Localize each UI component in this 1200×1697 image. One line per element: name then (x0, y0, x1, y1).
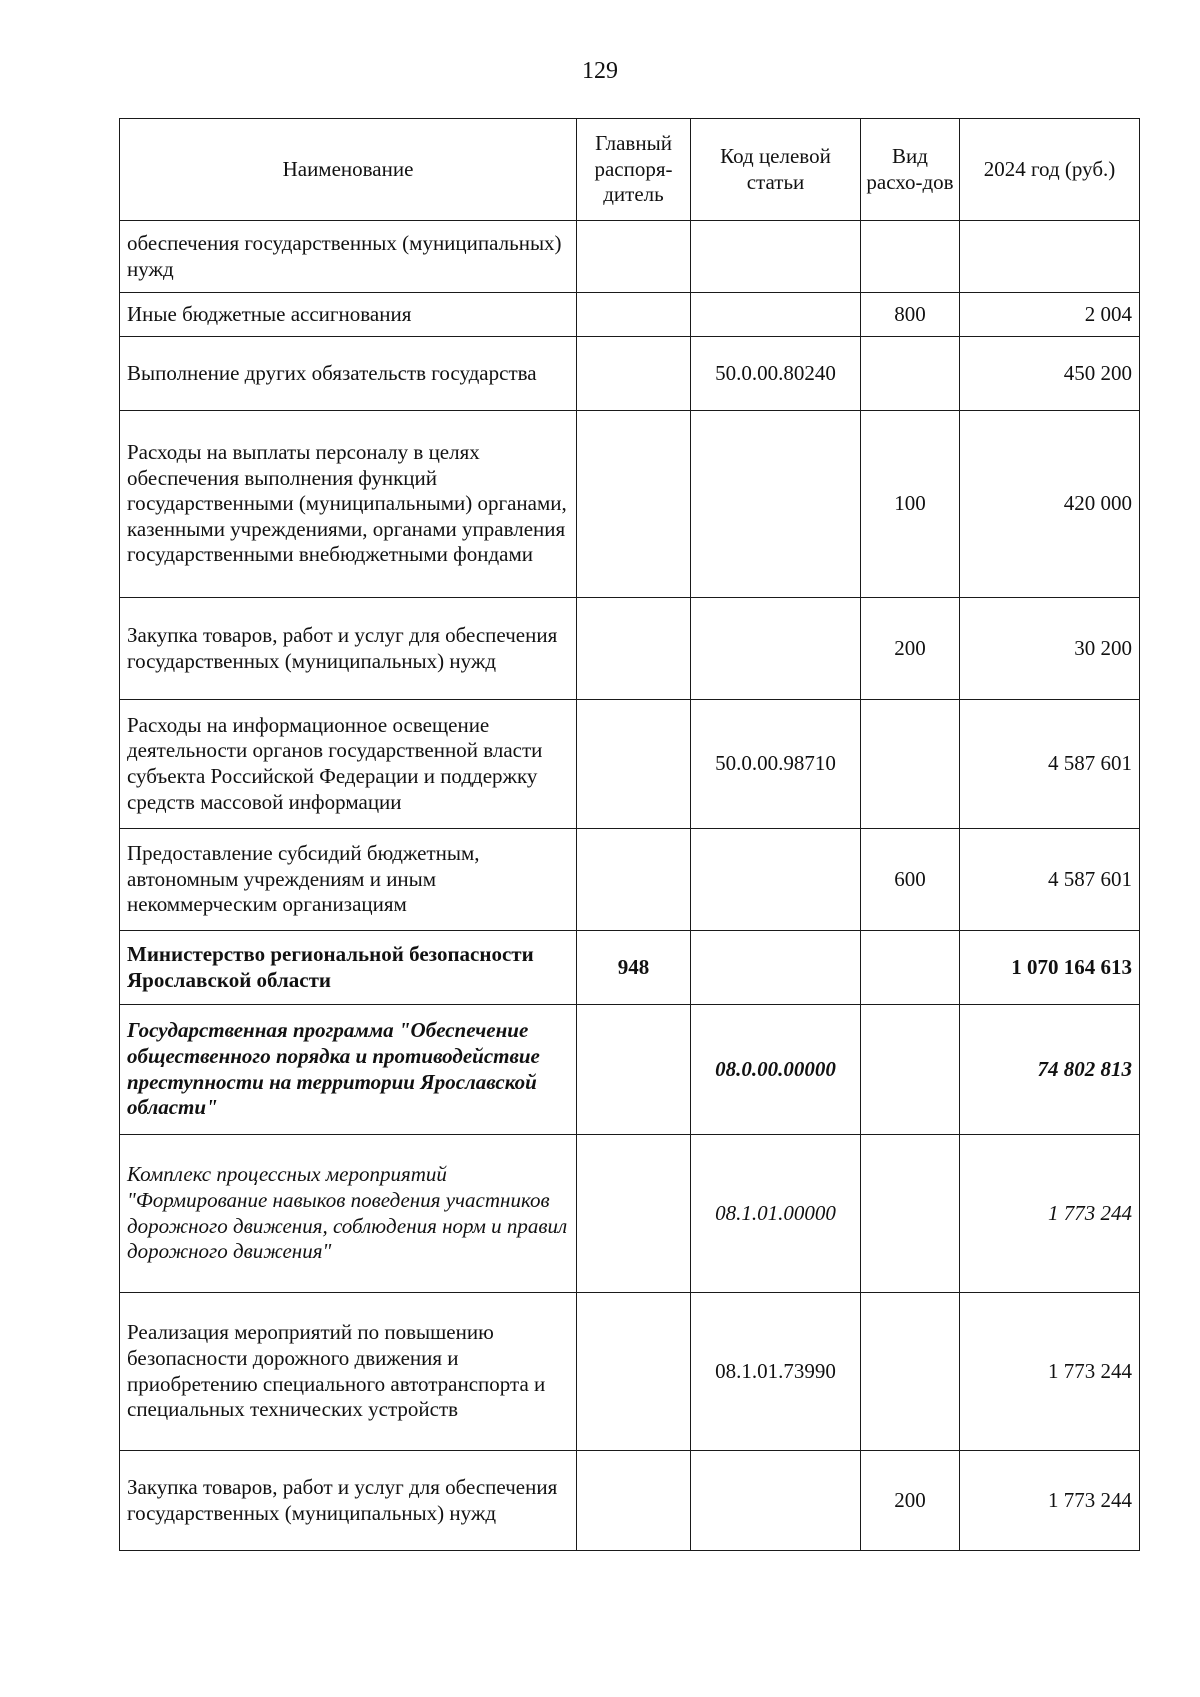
row-name: Закупка товаров, работ и услуг для обеспечения государственных (муниципальных) нужд (120, 598, 577, 700)
row-name: Министерство региональной безопасности Ярославской области (120, 931, 577, 1005)
row-name: Закупка товаров, работ и услуг для обеспечения государственных (муниципальных) нужд (120, 1451, 577, 1551)
row-admin (577, 1005, 691, 1135)
row-kind: 800 (861, 293, 960, 337)
row-amount: 4 587 601 (960, 829, 1140, 931)
header-name: Наименование (120, 119, 577, 221)
row-amount: 1 773 244 (960, 1293, 1140, 1451)
row-name: Государственная программа "Обеспечение общественного порядка и противодействие преступности на территории Ярославской области" (120, 1005, 577, 1135)
row-amount: 1 070 164 613 (960, 931, 1140, 1005)
row-amount: 450 200 (960, 337, 1140, 411)
table-header-row (120, 119, 1140, 221)
row-kind: 200 (861, 1451, 960, 1551)
header-target-code: Код целевой статьи (691, 119, 861, 221)
row-name: Реализация мероприятий по повышению безопасности дорожного движения и приобретению специального автотранспорта и специальных технических устройств (120, 1293, 577, 1451)
row-admin (577, 1135, 691, 1293)
row-kind (861, 1135, 960, 1293)
row-amount (960, 221, 1140, 293)
row-admin (577, 337, 691, 411)
row-amount: 2 004 (960, 293, 1140, 337)
row-kind (861, 700, 960, 829)
page-number: 129 (582, 58, 618, 84)
row-kind (861, 1293, 960, 1451)
row-admin (577, 221, 691, 293)
row-code: 50.0.00.80240 (691, 337, 861, 411)
row-admin (577, 700, 691, 829)
table-row (120, 293, 1140, 337)
row-name: Расходы на информационное освещение деятельности органов государственной власти субъекта Российской Федерации и поддержку средств массовой информации (120, 700, 577, 829)
header-amount-2024: 2024 год (руб.) (960, 119, 1140, 221)
row-admin: 948 (577, 931, 691, 1005)
row-code (691, 1451, 861, 1551)
row-admin (577, 598, 691, 700)
row-admin (577, 293, 691, 337)
row-code (691, 411, 861, 598)
row-code: 08.0.00.00000 (691, 1005, 861, 1135)
row-admin (577, 829, 691, 931)
row-name: Комплекс процессных мероприятий "Формирование навыков поведения участников дорожного движения, соблюдения норм и правил дорожного движения" (120, 1135, 577, 1293)
row-admin (577, 1293, 691, 1451)
row-name: Предоставление субсидий бюджетным, автономным учреждениям и иным некоммерческим организациям (120, 829, 577, 931)
row-amount: 420 000 (960, 411, 1140, 598)
row-name: обеспечения государственных (муниципальных) нужд (120, 221, 577, 293)
row-code (691, 829, 861, 931)
row-name: Расходы на выплаты персоналу в целях обеспечения выполнения функций государственными (муниципальными) органами, казенными учреждениями, органами управления государственными внебюджетными фондами (120, 411, 577, 598)
row-amount: 1 773 244 (960, 1451, 1140, 1551)
table-row-complex (120, 1135, 1140, 1293)
header-chief-administrator: Главный распоря-дитель (577, 119, 691, 221)
row-code: 08.1.01.00000 (691, 1135, 861, 1293)
row-amount: 74 802 813 (960, 1005, 1140, 1135)
row-name: Иные бюджетные ассигнования (120, 293, 577, 337)
table-row-ministry (120, 931, 1140, 1005)
row-kind (861, 1005, 960, 1135)
row-code (691, 598, 861, 700)
row-admin (577, 1451, 691, 1551)
row-amount: 30 200 (960, 598, 1140, 700)
table-row (120, 337, 1140, 411)
row-code (691, 221, 861, 293)
row-kind: 200 (861, 598, 960, 700)
table-row-program (120, 1005, 1140, 1135)
row-amount: 1 773 244 (960, 1135, 1140, 1293)
row-code: 50.0.00.98710 (691, 700, 861, 829)
row-kind (861, 337, 960, 411)
header-expense-type: Вид расхо-дов (861, 119, 960, 221)
row-code (691, 931, 861, 1005)
budget-table (119, 118, 1140, 1551)
table-row (120, 829, 1140, 931)
table-row (120, 221, 1140, 293)
row-name: Выполнение других обязательств государства (120, 337, 577, 411)
table-row (120, 598, 1140, 700)
table-row (120, 1451, 1140, 1551)
row-kind (861, 221, 960, 293)
row-kind: 100 (861, 411, 960, 598)
row-kind: 600 (861, 829, 960, 931)
row-kind (861, 931, 960, 1005)
row-code (691, 293, 861, 337)
table-row (120, 1293, 1140, 1451)
row-amount: 4 587 601 (960, 700, 1140, 829)
row-admin (577, 411, 691, 598)
table-row (120, 411, 1140, 598)
row-code: 08.1.01.73990 (691, 1293, 861, 1451)
table-row (120, 700, 1140, 829)
